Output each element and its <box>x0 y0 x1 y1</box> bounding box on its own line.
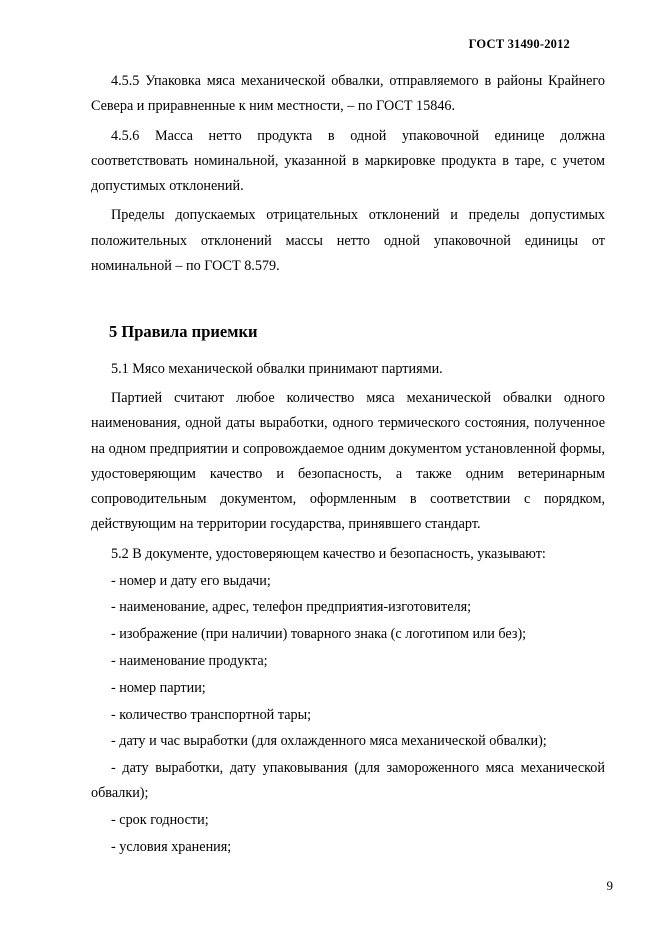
paragraph-5-2: 5.2 В документе, удостоверяющем качество и безопасность, указывают: <box>111 545 546 562</box>
list-item: - дату и час выработки (для охлажденного мяса механической обвалки); <box>111 733 547 750</box>
list-item: - количество транспортной тары; <box>111 706 312 723</box>
list-item: - изображение (при наличии) товарного знака (с логотипом или без); <box>111 626 527 643</box>
paragraph-mass-limits: Пределы допускаемых отрицательных отклонений и пределы допустимых положительных отклонений массы нетто одной упаковочной единицы от номинальной – по ГОСТ 8.579. <box>91 207 605 275</box>
list-item: - условия хранения; <box>111 839 232 856</box>
paragraph-4-5-5: 4.5.5 Упаковка мяса механической обвалки, отправляемого в районы Крайнего Севера и приравненные к ним местности, – по ГОСТ 15846. <box>91 73 605 115</box>
list-item: - срок годности; <box>111 812 209 829</box>
page-number: 9 <box>606 878 613 893</box>
paragraph-4-5-6: 4.5.6 Масса нетто продукта в одной упаковочной единице должна соответствовать номинальной, указанной в маркировке продукта в таре, с учетом допустимых отклонений. <box>91 127 605 195</box>
list-item: - номер и дату его выдачи; <box>111 572 271 589</box>
document-body <box>91 69 605 862</box>
section-title: 5 Правила приемки <box>109 322 258 342</box>
list-item: - номер партии; <box>111 679 206 696</box>
list-item: - наименование продукта; <box>111 652 268 669</box>
list-item: - наименование, адрес, телефон предприятия-изготовителя; <box>111 599 472 616</box>
document-code-header: ГОСТ 31490-2012 <box>468 37 570 51</box>
paragraph-batch-definition: Партией считают любое количество мяса механической обвалки одного наименования, одной даты выработки, одного термического состояния, полученное на одном предприятии и сопровождаемое одним документом установленной формы, удостоверяющим качество и безопасность, а также одним ветеринарным сопроводительным документом, оформленным в соответствии с порядком, действующим на территории государства, принявшего стандарт. <box>91 389 605 533</box>
paragraph-5-1: 5.1 Мясо механической обвалки принимают партиями. <box>111 360 443 377</box>
list-item: - дату выработки, дату упаковывания (для замороженного мяса механической обвалки); <box>91 760 605 802</box>
